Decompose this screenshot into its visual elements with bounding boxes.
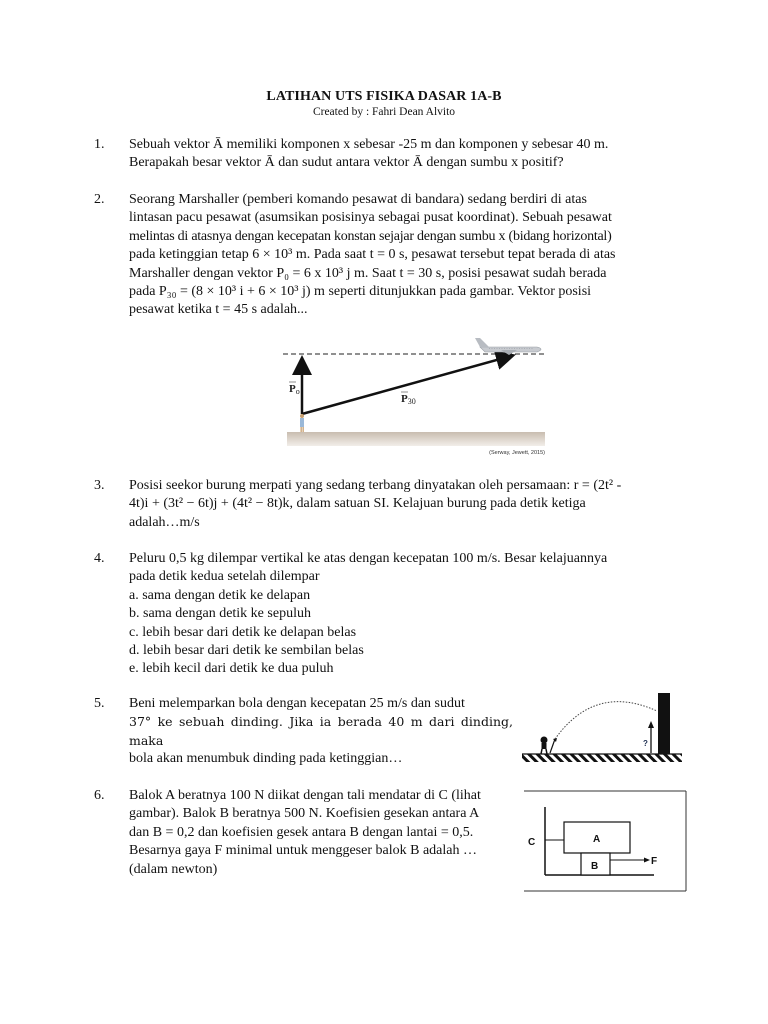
ball-trajectory (555, 702, 657, 739)
question-line: Berapakah besar vektor Ā dan sudut antara vektor Ā dengan sumbu x positif? (129, 155, 564, 171)
question-1 (94, 136, 675, 176)
label-c: C (528, 837, 536, 848)
question-line: Besarnya gaya F minimal untuk menggeser balok B adalah … (129, 843, 477, 859)
airplane-icon (475, 338, 541, 355)
question-6 (94, 787, 514, 882)
question-line: pada P₃₀ = (8 × 10³ i + 6 × 10³ j) m seperti ditunjukkan pada gambar. Vektor posisi (129, 284, 592, 300)
question-number: 2. (94, 192, 105, 207)
question-line: bola akan menumbuk dinding pada ketinggian… (129, 751, 403, 767)
question-line: Posisi seekor burung merpati yang sedang terbang dinyatakan oleh persamaan: r = (2t² - (129, 478, 622, 493)
question-number: 3. (94, 478, 105, 493)
answer-option-d: d. lebih besar dari detik ke sembilan belas (129, 643, 364, 659)
question-number: 1. (94, 137, 105, 152)
document-title: LATIHAN UTS FISIKA DASAR 1A-B (266, 89, 502, 104)
blocks-figure (520, 785, 690, 895)
ground-hatch (522, 754, 682, 762)
question-3 (94, 477, 675, 537)
p30-vector-arrow (302, 356, 511, 414)
question-line: (dalam newton) (129, 861, 218, 877)
question-line: Beni melemparkan bola dengan kecepatan 25 m/s dan sudut (129, 696, 465, 711)
label-a: A (593, 834, 601, 845)
answer-option-c: c. lebih besar dari detik ke delapan belas (129, 624, 357, 640)
question-line: dan B = 0,2 dan koefisien gesek antara B dengan lantai = 0,5. (129, 824, 474, 840)
projectile-wall-figure (520, 688, 685, 768)
question-line: Seorang Marshaller (pemberi komando pesawat di bandara) sedang berdiri di atas (129, 192, 587, 207)
answer-option-a: a. sama dengan detik ke delapan (129, 587, 311, 603)
question-line: gambar). Balok B beratnya 500 N. Koefisien gesekan antara A (129, 806, 480, 822)
question-line: pada ketinggian tetap 6 × 10³ m. Pada saat t = 0 s, pesawat tersebut tepat berada di atas (129, 247, 616, 263)
thrower-figure-icon (541, 737, 548, 755)
p0-label: Po (289, 383, 300, 396)
wall (658, 693, 670, 754)
question-2 (94, 191, 675, 321)
question-line: pesawat ketika t = 45 s adalah... (129, 302, 308, 318)
p30-label: P30 (401, 393, 416, 406)
question-line: pada detik kedua setelah dilempar (129, 569, 320, 585)
question-5 (94, 695, 514, 767)
document-subtitle: Created by : Fahri Dean Alvito (312, 106, 456, 118)
unknown-height-label: ? (643, 739, 648, 748)
airplane-vector-diagram (275, 330, 550, 460)
projectile-wall-diagram (520, 688, 685, 768)
airplane-vector-figure (275, 330, 550, 460)
question-4 (94, 550, 675, 680)
question-number: 5. (94, 696, 105, 711)
marshaller-figure-icon (300, 414, 304, 432)
question-line: lintasan pacu pesawat (asumsikan posisinya sebagai pusat koordinat). Sebuah pesawat (129, 210, 612, 226)
question-line: melintas di atasnya dengan kecepatan konstan sejajar dengan sumbu x (bidang horizontal) (129, 228, 612, 244)
blocks-diagram (520, 785, 690, 895)
question-line: Balok A beratnya 100 N diikat dengan tali mendatar di C (lihat (129, 788, 481, 803)
label-b: B (591, 861, 599, 872)
question-line: Peluru 0,5 kg dilempar vertikal ke atas dengan kecepatan 100 m/s. Besar kelajuannya (129, 551, 608, 566)
label-f: F (651, 856, 658, 867)
answer-option-b: b. sama dengan detik ke sepuluh (129, 606, 311, 622)
question-line: Sebuah vektor Ā memiliki komponen x sebesar -25 m dan komponen y sebesar 40 m. (129, 137, 609, 152)
question-line: adalah…m/s (129, 514, 200, 530)
ground (287, 432, 545, 446)
question-line: 37° ke sebuah dinding. Jika ia berada 40 m dari dinding, maka (129, 714, 513, 748)
question-line: 4t)i + (3t² − 6t)j + (4t² − 8t)k, dalam satuan SI. Kelajuan burung pada detik ketiga (129, 496, 586, 512)
launch-velocity-arrow (550, 739, 555, 753)
question-number: 6. (94, 788, 105, 803)
figure-credit: (Serway, Jewett, 2015) (489, 450, 545, 456)
answer-option-e: e. lebih kecil dari detik ke dua puluh (129, 661, 334, 677)
question-number: 4. (94, 551, 105, 566)
question-line: Marshaller dengan vektor P₀ = 6 x 10³ j m. Saat t = 30 s, posisi pesawat sudah berada (129, 265, 607, 281)
